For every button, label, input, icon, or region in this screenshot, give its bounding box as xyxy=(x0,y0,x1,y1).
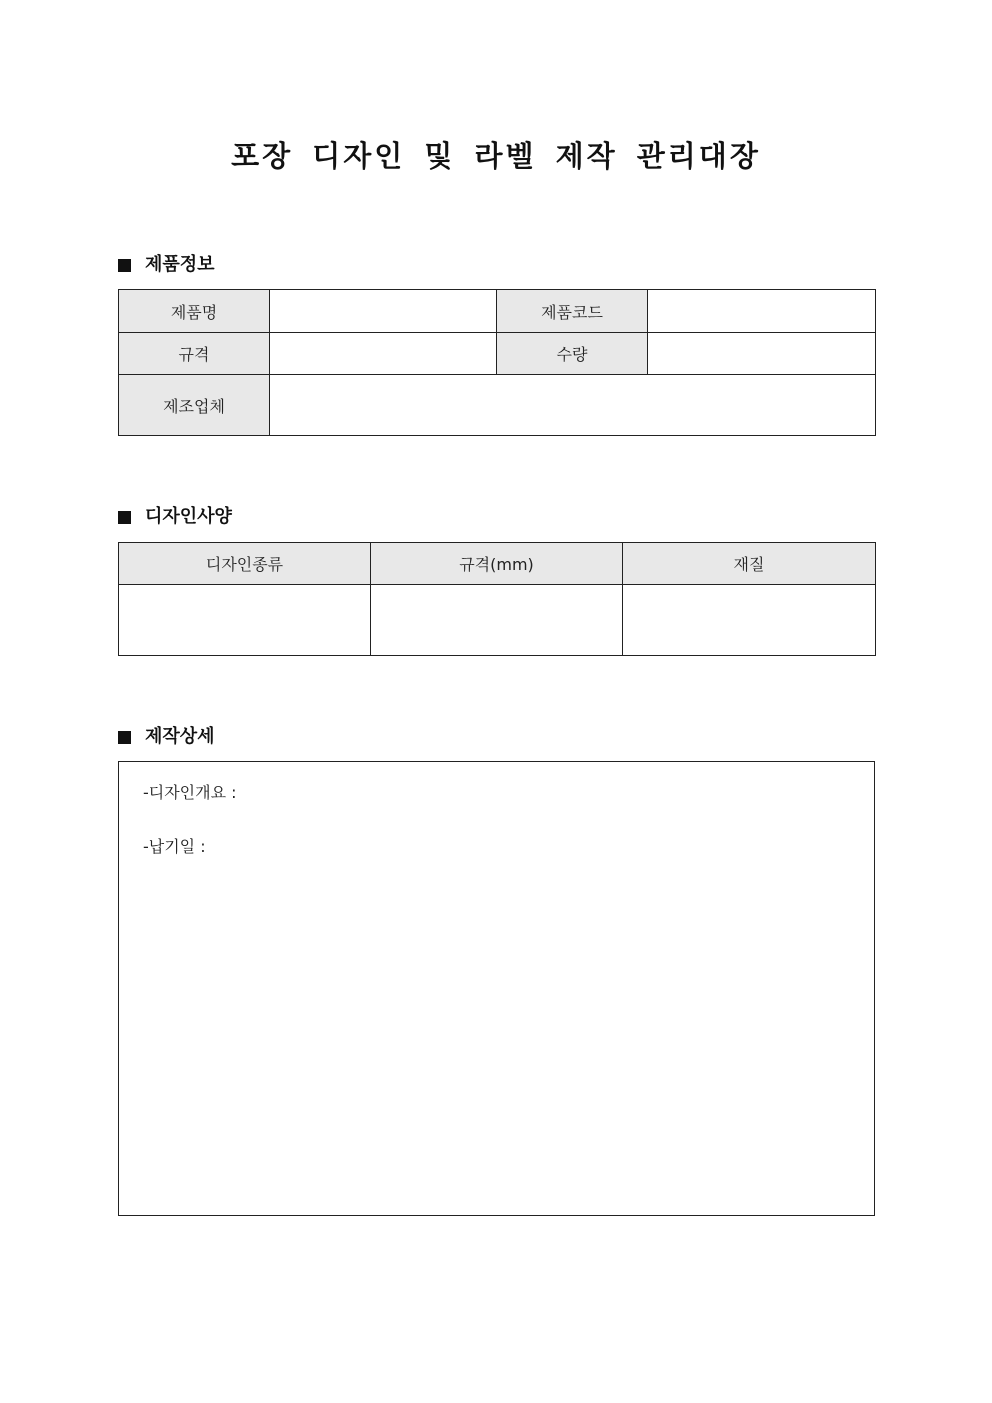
design-overview-line: -디자인개요 : xyxy=(143,783,237,802)
column-header-design-type: 디자인종류 xyxy=(119,543,371,585)
product-name-label: 제품명 xyxy=(119,290,270,333)
section-heading-production-detail xyxy=(118,725,215,749)
section-heading-label: 디자인사양 xyxy=(145,506,232,527)
section-heading-label: 제작상세 xyxy=(145,726,215,747)
section-heading-design-spec xyxy=(118,505,232,529)
quantity-label: 수량 xyxy=(497,333,648,375)
spec-label: 규격 xyxy=(119,333,270,375)
quantity-field[interactable] xyxy=(648,333,876,375)
section-heading-label: 제품정보 xyxy=(145,254,215,275)
product-code-field[interactable] xyxy=(648,290,876,333)
product-code-label: 제품코드 xyxy=(497,290,648,333)
column-header-material: 재질 xyxy=(623,543,876,585)
square-bullet-icon xyxy=(118,511,131,524)
document-title: 포장 디자인 및 라벨 제작 관리대장 xyxy=(231,139,761,173)
product-info-table xyxy=(118,289,876,436)
manufacturer-label: 제조업체 xyxy=(119,375,270,436)
production-detail-box[interactable] xyxy=(118,761,875,1216)
product-name-field[interactable] xyxy=(270,290,497,333)
material-field[interactable] xyxy=(623,585,876,656)
column-header-size: 규격(mm) xyxy=(371,543,623,585)
table-row xyxy=(119,290,876,333)
square-bullet-icon xyxy=(118,259,131,272)
table-header-row xyxy=(119,543,876,585)
table-row xyxy=(119,585,876,656)
table-row xyxy=(119,333,876,375)
spec-field[interactable] xyxy=(270,333,497,375)
due-date-line: -납기일 : xyxy=(143,837,206,856)
section-heading-product-info xyxy=(118,253,215,277)
table-row xyxy=(119,375,876,436)
design-type-field[interactable] xyxy=(119,585,371,656)
manufacturer-field[interactable] xyxy=(270,375,876,436)
size-field[interactable] xyxy=(371,585,623,656)
square-bullet-icon xyxy=(118,731,131,744)
design-spec-table xyxy=(118,542,876,656)
